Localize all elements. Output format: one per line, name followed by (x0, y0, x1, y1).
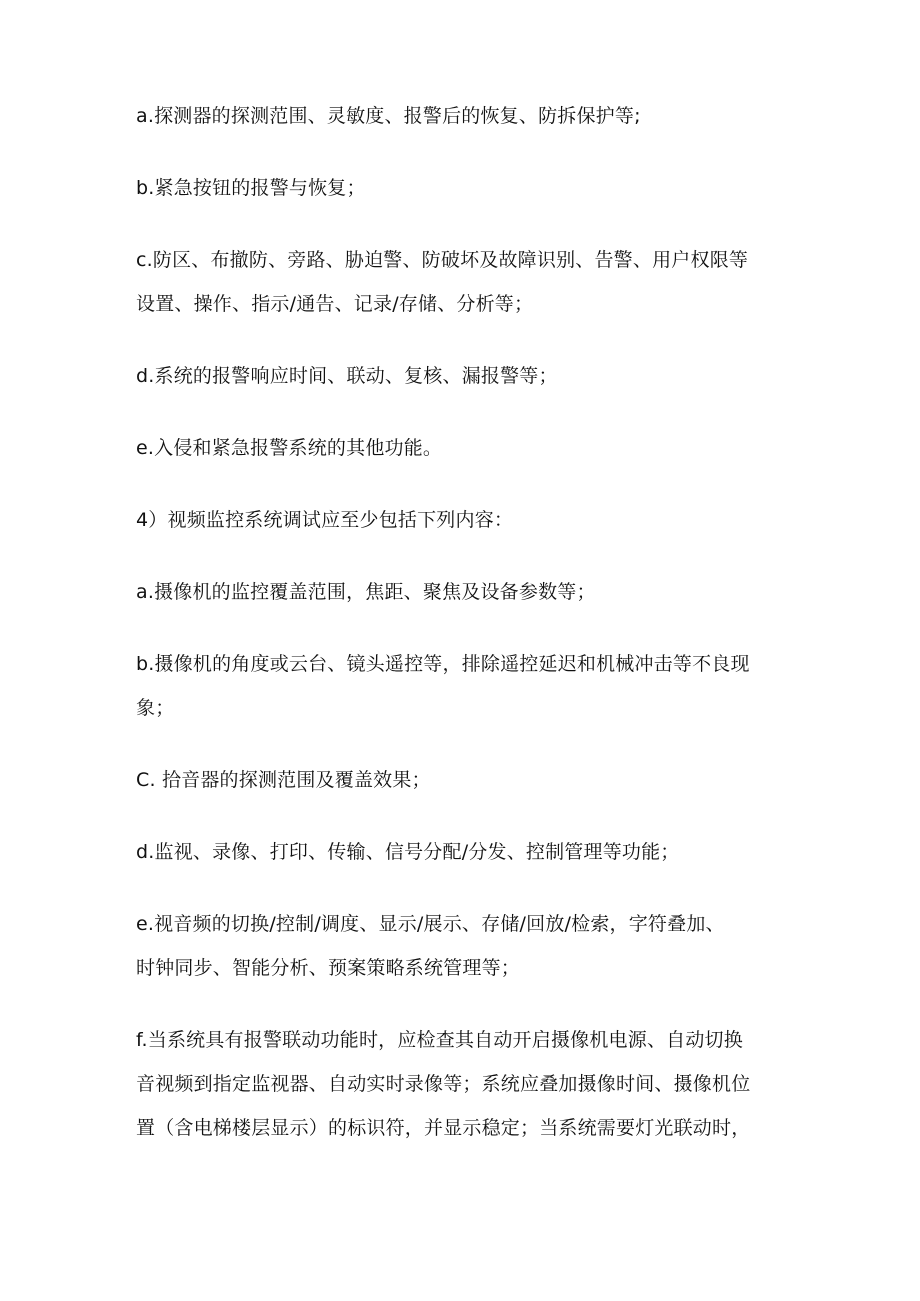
text-line: C. 拾音器的探测范围及覆盖效果； (136, 769, 431, 791)
paragraph-emergency-button (136, 170, 786, 206)
text-line: 4）视频监控系统调试应至少包括下列内容： (136, 509, 514, 531)
paragraph-alarm-linkage (136, 1022, 786, 1146)
text-line: b.摄像机的角度或云台、镜头遥控等，排除遥控延迟和机械冲击等不良现 (136, 653, 750, 675)
text-line: 时钟同步、智能分析、预案策略系统管理等； (136, 957, 521, 979)
paragraph-camera-angle (136, 646, 786, 726)
text-line: e.入侵和紧急报警系统的其他功能。 (136, 437, 443, 459)
text-line: a.摄像机的监控覆盖范围，焦距、聚焦及设备参数等； (136, 581, 596, 603)
text-line: 音视频到指定监视器、自动实时录像等；系统应叠加摄像时间、摄像机位 (136, 1073, 751, 1095)
paragraph-defense-zone (136, 242, 786, 322)
paragraph-response-time (136, 358, 786, 394)
text-line: e.视音频的切换/控制/调度、显示/展示、存储/回放/检索，字符叠加、 (136, 913, 725, 935)
paragraph-camera-coverage (136, 574, 786, 610)
paragraph-av-switching (136, 906, 786, 986)
paragraph-monitoring-functions (136, 834, 786, 870)
text-line: 象； (136, 697, 175, 719)
paragraph-other-functions (136, 430, 786, 466)
paragraph-microphone (136, 762, 786, 798)
text-line: f.当系统具有报警联动功能时，应检查其自动开启摄像机电源、自动切换 (136, 1029, 743, 1051)
text-line: 置（含电梯楼层显示）的标识符，并显示稳定；当系统需要灯光联动时， (136, 1117, 751, 1139)
text-line: b.紧急按钮的报警与恢复； (136, 177, 366, 199)
text-line: d.监视、录像、打印、传输、信号分配/分发、控制管理等功能； (136, 841, 680, 863)
section-heading-video-surveillance (136, 502, 786, 538)
text-line: 设置、操作、指示/通告、记录/存储、分析等； (136, 293, 534, 315)
text-line: d.系统的报警响应时间、联动、复核、漏报警等； (136, 365, 558, 387)
text-line: a.探测器的探测范围、灵敏度、报警后的恢复、防拆保护等; (136, 105, 641, 127)
document-body (136, 98, 786, 1182)
text-line: c.防区、布撤防、旁路、胁迫警、防破坏及故障识别、告警、用户权限等 (136, 249, 749, 271)
paragraph-detector-range (136, 98, 786, 134)
